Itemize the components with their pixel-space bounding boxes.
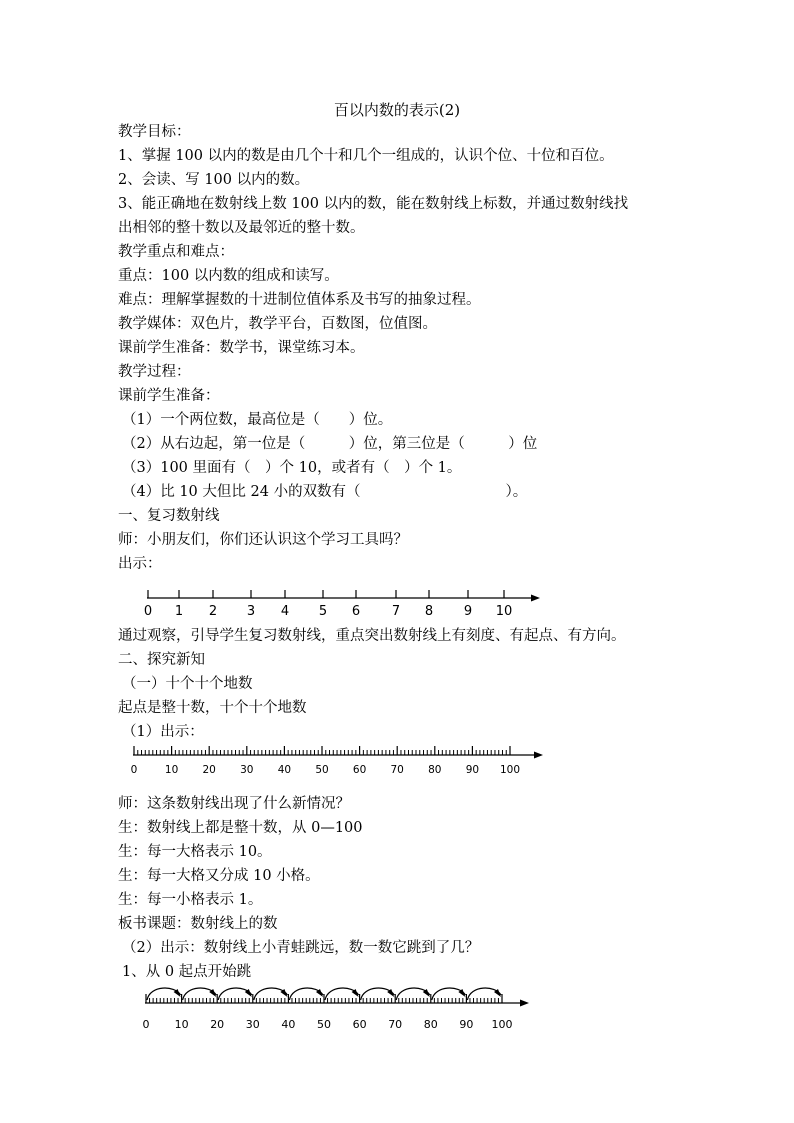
ray-arrowhead bbox=[520, 1000, 529, 1007]
text-line: 生：每一大格表示 10。 bbox=[118, 844, 272, 860]
text-line: 出示： bbox=[118, 556, 162, 572]
tick-label: 70 bbox=[388, 1018, 403, 1031]
tick-label: 5 bbox=[318, 604, 328, 619]
tick-label: 0 bbox=[130, 764, 138, 776]
tick-label: 100 bbox=[491, 1018, 513, 1031]
section-heading: 二、探究新知 bbox=[118, 652, 205, 668]
tick-label: 30 bbox=[245, 1018, 260, 1031]
text-line: 教学目标： bbox=[118, 124, 191, 140]
text-line: （2）出示：数射线上小青蛙跳远，数一数它跳到了几？ bbox=[122, 940, 480, 956]
text-line: 难点：理解掌握数的十进制位值体系及书写的抽象过程。 bbox=[118, 292, 481, 308]
text-line: 师：小朋友们，你们还认识这个学习工具吗？ bbox=[118, 532, 408, 548]
tick-label: 100 bbox=[499, 764, 521, 776]
tick-label: 10 bbox=[164, 764, 179, 776]
tick-label: 8 bbox=[424, 604, 434, 619]
tick-label: 6 bbox=[351, 604, 361, 619]
question-line: （1）一个两位数，最高位是（ ）位。 bbox=[122, 412, 393, 428]
text-line: 生：每一大格又分成 10 小格。 bbox=[118, 868, 320, 884]
tick-label: 60 bbox=[352, 1018, 367, 1031]
text-line: （1）出示： bbox=[122, 724, 204, 740]
question-line: （2）从右边起，第一位是（ ）位，第三位是（ ）位 bbox=[122, 436, 538, 452]
ray-arrowhead bbox=[531, 595, 540, 602]
text-line: 1、掌握 100 以内的数是由几个十和几个一组成的，认识个位、十位和百位。 bbox=[118, 148, 614, 164]
text-line: 1、从 0 起点开始跳 bbox=[122, 964, 252, 980]
document-title: 百以内数的表示(2) bbox=[333, 101, 461, 119]
text-line: 出相邻的整十数以及最邻近的整十数。 bbox=[118, 220, 365, 236]
text-line: 3、能正确地在数射线上数 100 以内的数，能在数射线上标数，并通过数射线找 bbox=[118, 196, 629, 212]
tick-label: 40 bbox=[281, 1018, 296, 1031]
tick-label: 50 bbox=[317, 1018, 331, 1031]
tick-label: 1 bbox=[174, 604, 184, 619]
text-line: 重点：100 以内数的组成和读写。 bbox=[118, 268, 339, 284]
tick-label: 0 bbox=[142, 1018, 150, 1031]
tick-label: 2 bbox=[208, 604, 218, 619]
text-line: 教学过程： bbox=[118, 364, 191, 380]
text-line: 生：数射线上都是整十数，从 0—100 bbox=[118, 820, 363, 836]
tick-label: 10 bbox=[495, 604, 513, 619]
tick-label: 90 bbox=[465, 764, 480, 776]
subsection-heading: （一）十个十个地数 bbox=[122, 676, 253, 692]
tick-label: 60 bbox=[352, 764, 367, 776]
tick-label: 9 bbox=[463, 604, 473, 619]
tick-label: 4 bbox=[280, 604, 290, 619]
section-heading: 一、复习数射线 bbox=[118, 508, 220, 524]
tick-label: 30 bbox=[240, 764, 254, 776]
text-line: 生：每一小格表示 1。 bbox=[118, 892, 263, 908]
tick-label: 50 bbox=[315, 764, 329, 776]
tick-label: 90 bbox=[459, 1018, 474, 1031]
text-line: 教学媒体：双色片，教学平台，百数图，位值图。 bbox=[118, 316, 437, 332]
text-line: 起点是整十数，十个十个地数 bbox=[118, 700, 307, 716]
tick-label: 10 bbox=[174, 1018, 189, 1031]
tick-label: 70 bbox=[390, 764, 404, 776]
text-line: 板书课题：数射线上的数 bbox=[118, 916, 278, 932]
question-line: （3）100 里面有（ ）个 10，或者有（ ）个 1。 bbox=[122, 460, 462, 476]
text-line: 师：这条数射线出现了什么新情况？ bbox=[118, 796, 350, 812]
text-line: 2、会读、写 100 以内的数。 bbox=[118, 172, 310, 188]
tick-label: 80 bbox=[423, 1018, 438, 1031]
text-line: 课前学生准备：数学书，课堂练习本。 bbox=[118, 340, 365, 356]
text-line: 通过观察，引导学生复习数射线，重点突出数射线上有刻度、有起点、有方向。 bbox=[118, 628, 626, 644]
text-line: 课前学生准备： bbox=[118, 388, 220, 404]
tick-label: 40 bbox=[277, 764, 292, 776]
tick-label: 0 bbox=[143, 604, 153, 619]
tick-label: 3 bbox=[246, 604, 256, 619]
tick-label: 7 bbox=[391, 604, 401, 619]
question-line: （4）比 10 大但比 24 小的双数有（ ）。 bbox=[122, 484, 528, 500]
ray-arrowhead bbox=[534, 752, 543, 759]
tick-label: 20 bbox=[210, 1018, 225, 1031]
text-line: 教学重点和难点： bbox=[118, 244, 234, 260]
tick-label: 20 bbox=[202, 764, 216, 776]
tick-label: 80 bbox=[428, 764, 442, 776]
